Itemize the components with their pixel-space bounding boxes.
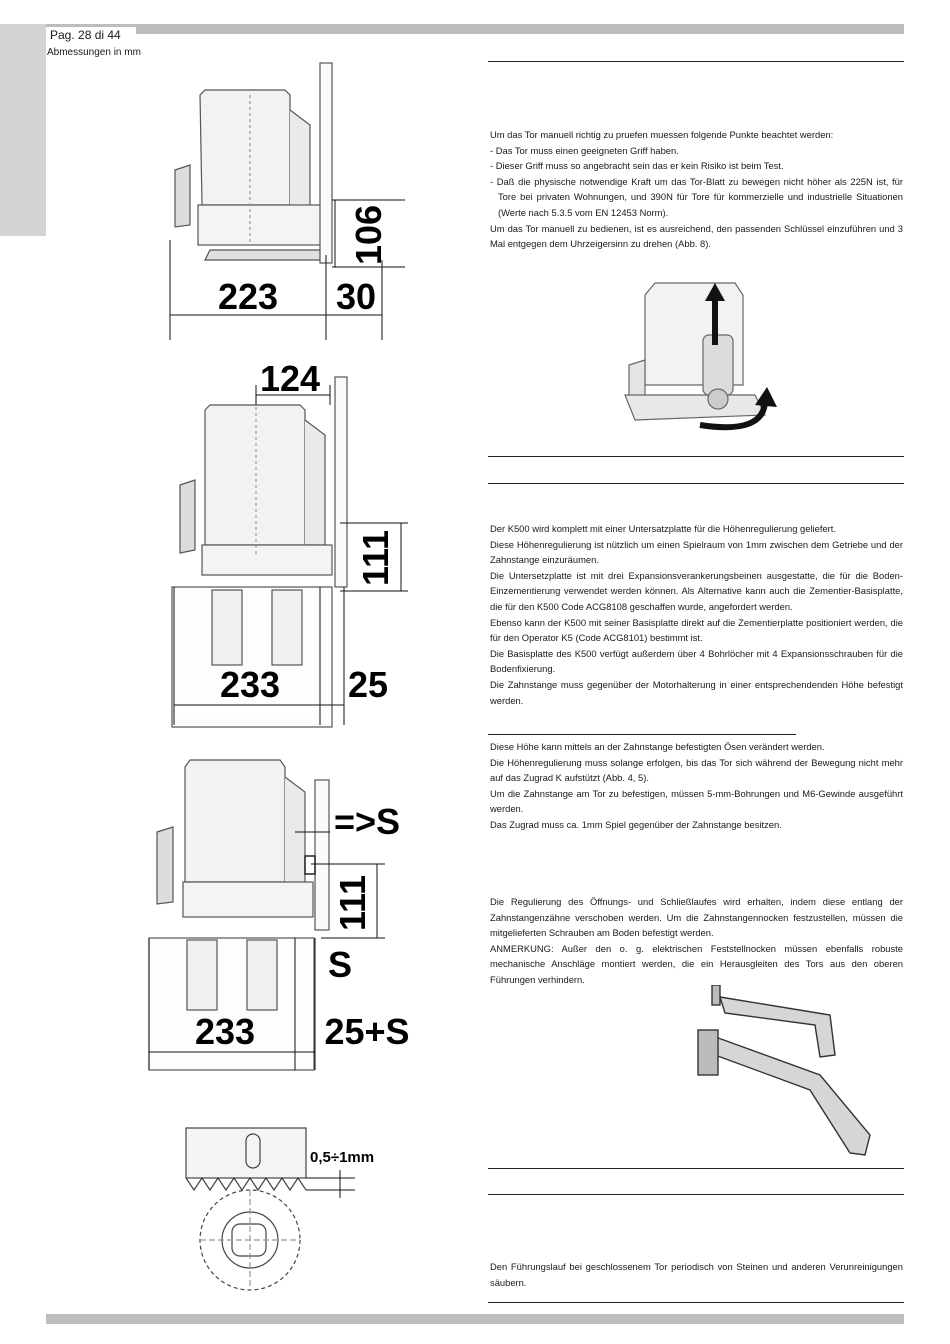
rack-height-paragraph: Das Zugrad muss ca. 1mm Spiel gegenüber der Zahnstange besitzen. <box>490 818 782 830</box>
base-plate-paragraph: Der K500 wird komplett mit einer Untersatzplatte für die Höhenregulierung geliefert. <box>490 523 837 534</box>
manual-test-bullet: - Daß die physische notwendige Kraft um das Tor-Blatt zu bewegen nicht höher als 225N ist, für Tore bei privaten Wohnungen, und 390N für Tore für kommerzielle und industrielle Situationen (Werte nach 5.3.5 vom EN 12453 Norm). <box>490 175 903 218</box>
base-plate-paragraph: Ebenso kann der K500 mit seiner Basisplatte direkt auf die Zementierplatte positioniert werden, die für den Operator K5 (Code ACG8101) bestimmt ist. <box>490 616 903 644</box>
side-tab <box>0 24 46 236</box>
manual-test-outro: Um das Tor manuell zu bedienen, ist es ausreichend, den passenden Schlüssel einzuführen und 3 Mal entgegen dem Uhrzeigersinn zu drehen (Abb. 8). <box>490 222 903 250</box>
base-plate-paragraph: Die Untersetzplatte ist mit drei Expansionsverankerungsbeinen ausgestatte, die für die Boden-Einzementierung verwendet werden können. Als Alternative kann auch die Zementier-Basisplatte, die für den K500 Code ACG8108 geschaffen wurde, angefordert werden. <box>490 569 903 612</box>
base-plate-paragraph: Die Zahnstange muss gegenüber der Motorhalterung in einer entsprechendenden Höhe befestigt werden. <box>490 678 903 706</box>
section-manual-test <box>490 127 903 252</box>
figure-manual-release-key <box>615 265 790 445</box>
section-rule-6 <box>488 1194 904 1195</box>
section-rule-3 <box>488 483 904 484</box>
bottom-bar <box>46 1314 904 1324</box>
fig1-dim-width: 223 <box>217 276 279 317</box>
fig3-dim-width: 233 <box>194 1011 256 1052</box>
maintenance-paragraph: Den Führungslauf bei geschlossenem Tor periodisch von Steinen und anderen Verunreinigungen säubern. <box>490 1261 903 1288</box>
fig3-dim-clear: =>S <box>333 801 401 842</box>
limit-stops-paragraph: Die Regulierung des Öffnungs- und Schließlaufes wird erhalten, indem diese entlang der Zahnstangenzähne verschoben werden. Um die Zahnstangennocken festzustellen, müssen die mitgelieferten Schrauben am Boden befestigt werden. <box>490 896 903 939</box>
rack-height-paragraph: Diese Höhe kann mittels an der Zahnstange befestigten Ösen verändert werden. <box>490 741 825 752</box>
top-bar <box>46 24 904 34</box>
fig2-dim-height: 111 <box>355 529 396 587</box>
figure-limit-cams <box>690 985 890 1165</box>
manual-test-intro: Um das Tor manuell richtig zu pruefen muessen folgende Punkte beachtet werden: <box>490 129 834 140</box>
fig4-gap-label: 0,5÷1mm <box>310 1149 375 1166</box>
fig3-dim-s: S <box>327 944 353 985</box>
section-rule-4 <box>488 734 796 735</box>
fig3-dim-offset: 25+S <box>324 1011 410 1052</box>
section-rule-2 <box>488 456 904 457</box>
manual-test-bullet: - Das Tor muss einen geeigneten Griff haben. <box>490 144 679 156</box>
page-number: Pag. 28 di 44 <box>46 27 136 43</box>
section-limit-stops <box>490 894 903 988</box>
manual-test-bullet: - Dieser Griff muss so angebracht sein das er kein Risiko ist beim Test. <box>490 160 784 172</box>
section-rule-7 <box>488 1302 904 1303</box>
fig2-dim-top: 124 <box>259 358 321 399</box>
figure-motor-dimensions-1 <box>150 55 410 340</box>
figure-rack-pinion-gap <box>180 1120 400 1295</box>
section-rule-5 <box>488 1168 904 1169</box>
section-base-plate <box>490 521 903 708</box>
section-rack-height <box>490 739 903 833</box>
figure-motor-dimensions-2 <box>150 355 410 730</box>
fig3-dim-height: 111 <box>332 874 373 932</box>
fig1-dim-offset: 30 <box>335 276 377 317</box>
units-note: Abmessungen in mm <box>47 47 141 58</box>
section-maintenance <box>490 1259 903 1290</box>
figure-motor-dimensions-3 <box>145 752 420 1072</box>
fig2-dim-width: 233 <box>219 664 281 705</box>
section-rule-1 <box>488 61 904 62</box>
limit-stops-paragraph: ANMERKUNG: Außer den o. g. elektrischen Feststellnocken müssen ebenfalls robuste mechanische Anschläge montiert werden, die ein Herausgleiten des Tors aus den oberen Führungen verhindern. <box>490 942 903 985</box>
base-plate-paragraph: Diese Höhenregulierung ist nützlich um einen Spielraum von 1mm zwischen dem Getriebe und der Zahnstange einzuräumen. <box>490 538 903 566</box>
rack-height-paragraph: Um die Zahnstange am Tor zu befestigen, müssen 5-mm-Bohrungen und M6-Gewinde ausgeführt werden. <box>490 787 903 815</box>
base-plate-paragraph: Die Basisplatte des K500 verfügt außerdem über 4 Bohrlöcher mit 4 Expansionsschrauben für die Bodenfixierung. <box>490 647 903 675</box>
fig1-dim-height: 106 <box>348 204 389 266</box>
rack-height-paragraph: Die Höhenregulierung muss solange erfolgen, bis das Tor sich während der Bewegung nicht mehr auf das Zugrad K aufstützt (Abb. 4, 5). <box>490 756 903 784</box>
fig2-dim-offset: 25 <box>347 664 389 705</box>
